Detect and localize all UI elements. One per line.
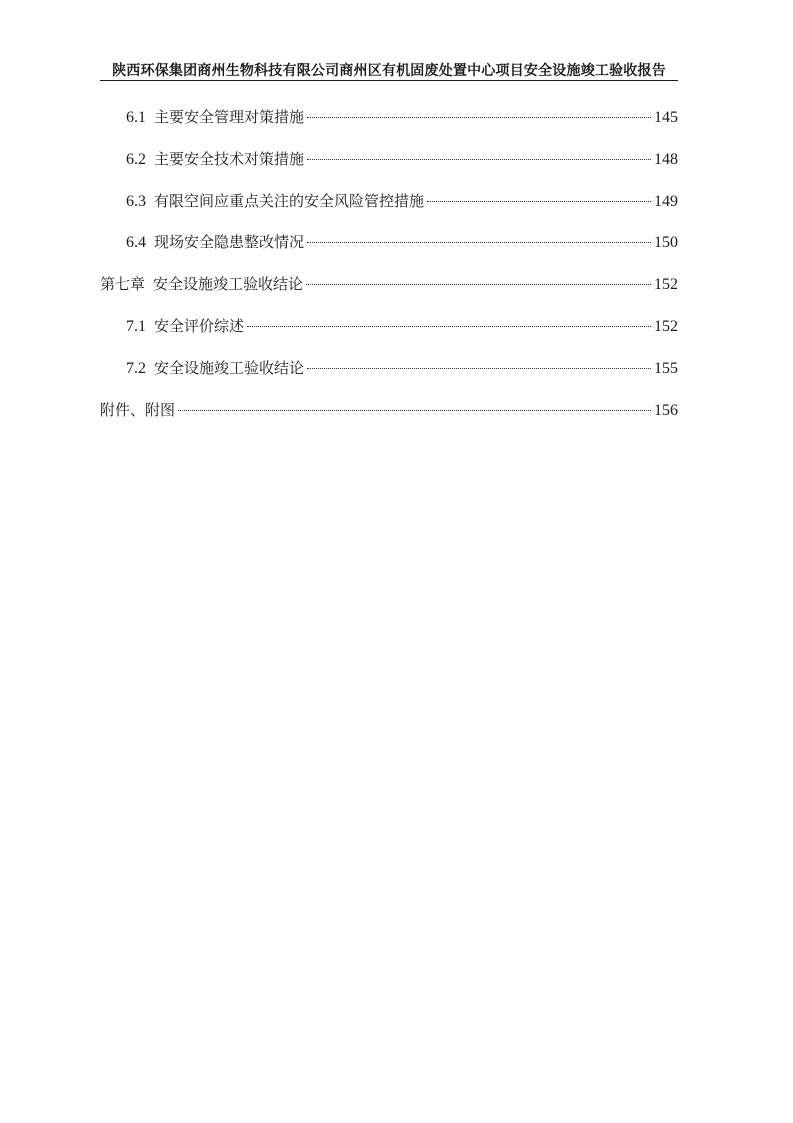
toc-leader-dots xyxy=(427,201,651,202)
toc-chapter-number: 第七章 xyxy=(100,275,146,294)
header-rule xyxy=(100,80,678,81)
toc-entry[interactable] xyxy=(100,357,678,399)
toc-entry-title: 主要安全技术对策措施 xyxy=(154,149,305,168)
toc-entry-page: 148 xyxy=(654,150,678,168)
toc-leader-dots xyxy=(178,410,651,411)
toc-entry[interactable] xyxy=(100,148,678,190)
toc-entry-title: 主要安全管理对策措施 xyxy=(154,108,305,126)
toc-entry[interactable] xyxy=(100,315,678,357)
toc-entry-number: 6.3 xyxy=(126,192,146,210)
toc-entry-title: 现场安全隐患整改情况 xyxy=(154,233,305,252)
page-header: 陕西环保集团商州生物科技有限公司商州区有机固废处置中心项目安全设施竣工验收报告 xyxy=(112,63,666,79)
toc-leader-dots xyxy=(247,326,651,327)
toc-entry-page: 156 xyxy=(654,401,678,419)
toc-appendix-entry[interactable] xyxy=(100,399,678,441)
toc-entry-page: 155 xyxy=(654,359,678,377)
toc-entry-number: 6.2 xyxy=(126,150,146,168)
toc-entry-number: 7.1 xyxy=(126,317,146,335)
toc-leader-dots xyxy=(306,284,651,285)
toc-entry[interactable] xyxy=(100,190,678,232)
toc-entry-page: 152 xyxy=(654,317,678,335)
table-of-contents xyxy=(100,106,678,440)
toc-entry-number: 7.2 xyxy=(126,359,146,377)
toc-entry-title: 安全评价综述 xyxy=(154,316,245,335)
toc-entry-page: 145 xyxy=(654,109,678,126)
toc-entry-number: 6.1 xyxy=(126,109,146,126)
toc-leader-dots xyxy=(307,368,651,369)
toc-leader-dots xyxy=(307,242,651,243)
toc-chapter-entry[interactable] xyxy=(100,273,678,315)
toc-entry-number: 6.4 xyxy=(126,234,146,252)
toc-entry[interactable] xyxy=(100,231,678,273)
toc-entry-title: 安全设施竣工验收结论 xyxy=(154,358,305,377)
toc-leader-dots xyxy=(307,159,651,160)
toc-entry-page: 149 xyxy=(654,192,678,210)
toc-entry-title: 安全设施竣工验收结论 xyxy=(153,275,304,294)
toc-entry-title: 有限空间应重点关注的安全风险管控措施 xyxy=(154,191,425,210)
toc-entry[interactable] xyxy=(100,106,678,148)
toc-entry-page: 150 xyxy=(654,234,678,252)
toc-leader-dots xyxy=(307,117,651,118)
toc-entry-page: 152 xyxy=(654,276,678,294)
toc-entry-title: 附件、附图 xyxy=(100,400,176,419)
